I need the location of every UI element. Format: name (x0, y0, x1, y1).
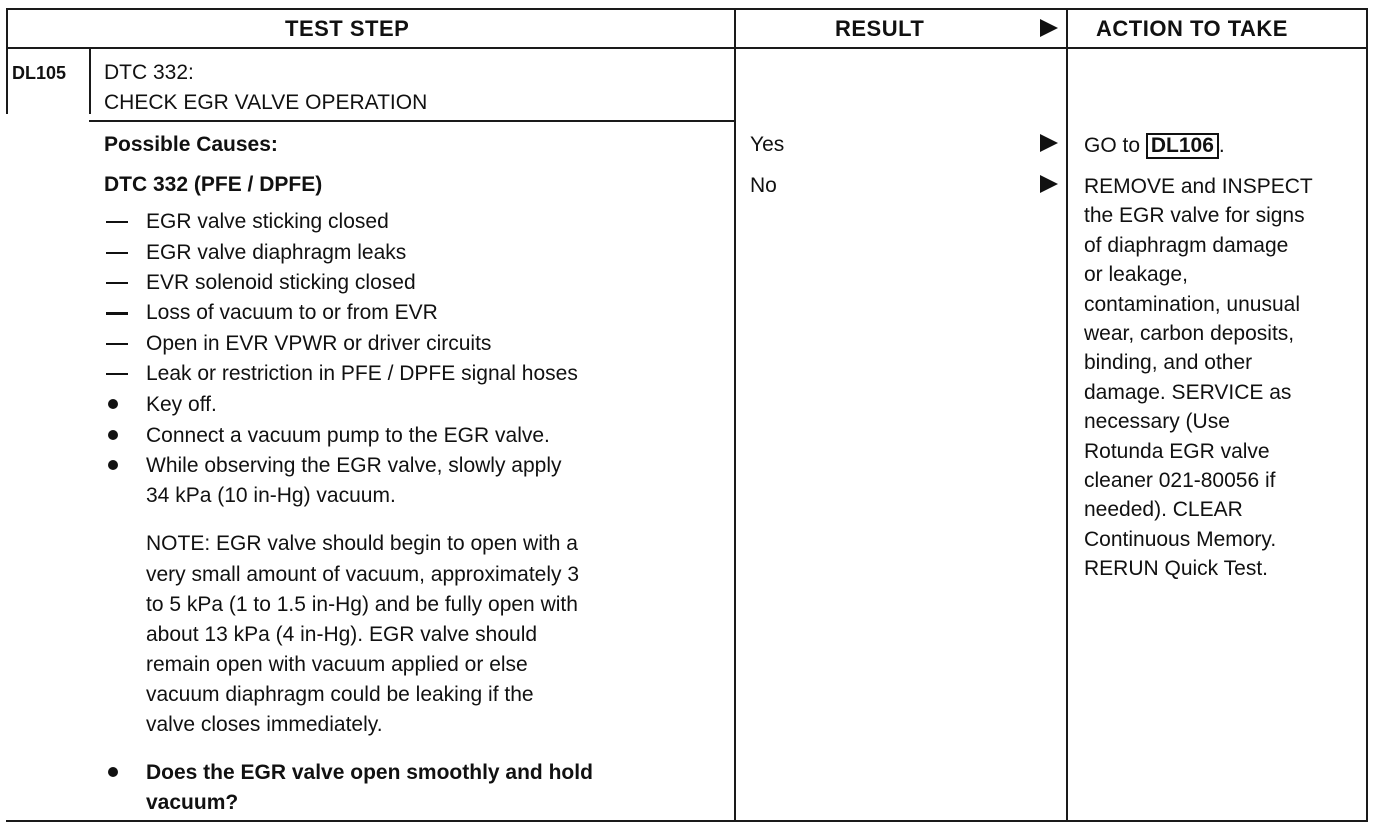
step-title-line1: DTC 332: (104, 61, 194, 84)
action-no-line: damage. SERVICE as (1084, 380, 1292, 404)
action-no-line: binding, and other (1084, 351, 1253, 375)
step-title-line2: CHECK EGR VALVE OPERATION (104, 91, 428, 114)
result-yes: Yes (750, 133, 785, 156)
header-arrow-icon (1040, 19, 1058, 37)
action-yes-suffix: . (1218, 134, 1225, 157)
dash-icon (106, 252, 128, 254)
header-result: RESULT (835, 16, 925, 41)
cause-item: Loss of vacuum to or from EVR (146, 301, 438, 324)
result-no-arrow-icon (1040, 175, 1058, 193)
dash-icon (106, 373, 128, 375)
result-column-divider (734, 8, 736, 822)
causes-subheading: DTC 332 (PFE / DPFE) (104, 173, 323, 196)
action-no-line: RERUN Quick Test. (1084, 557, 1268, 581)
table-bottom-border (6, 820, 1368, 822)
header-test-step: TEST STEP (285, 16, 410, 41)
header-bottom-border (6, 47, 1368, 49)
action-no-block (1084, 172, 1368, 584)
action-no-line: contamination, unusual (1084, 292, 1300, 316)
action-no-line: cleaner 021-80056 if (1084, 469, 1276, 493)
note-line: about 13 kPa (4 in-Hg). EGR valve should (146, 623, 538, 646)
action-no-line: wear, carbon deposits, (1084, 322, 1295, 346)
cause-item: EGR valve sticking closed (146, 210, 389, 233)
cause-item: Open in EVR VPWR or driver circuits (146, 332, 492, 355)
action-no-line: or leakage, (1084, 263, 1188, 287)
dash-icon (106, 312, 128, 315)
dash-icon (106, 221, 128, 223)
note-line: valve closes immediately. (146, 713, 383, 736)
table-left-border (6, 8, 8, 114)
action-no-line: REMOVE and INSPECT (1084, 175, 1313, 198)
bullet-icon (108, 767, 118, 777)
note-line: NOTE: EGR valve should begin to open with a (146, 532, 578, 555)
table-top-border (6, 8, 1368, 10)
step-reference-link[interactable]: DL106 (1146, 133, 1219, 159)
step-id-divider (89, 47, 91, 114)
action-column-divider (1066, 8, 1068, 822)
action-yes (1084, 133, 1225, 159)
action-no-line: the EGR valve for signs (1084, 204, 1305, 228)
header-action: ACTION TO TAKE (1096, 16, 1288, 41)
step-id: DL105 (12, 63, 67, 83)
bullet-icon (108, 460, 118, 470)
result-yes-arrow-icon (1040, 134, 1058, 152)
bullet-icon (108, 399, 118, 409)
instruction-item: Connect a vacuum pump to the EGR valve. (146, 424, 550, 447)
action-no-line: necessary (Use (1084, 410, 1230, 434)
cause-item: Leak or restriction in PFE / DPFE signal hoses (146, 362, 578, 385)
action-no-line: Continuous Memory. (1084, 527, 1277, 551)
action-yes-prefix: GO to (1084, 134, 1141, 157)
bullet-icon (108, 430, 118, 440)
note-line: to 5 kPa (1 to 1.5 in-Hg) and be fully open with (146, 593, 578, 616)
question-line1: Does the EGR valve open smoothly and hold (146, 761, 593, 784)
step-title-divider (89, 120, 734, 122)
instruction-item-continued: 34 kPa (10 in-Hg) vacuum. (146, 484, 396, 507)
question-line2: vacuum? (146, 791, 239, 814)
dash-icon (106, 282, 128, 284)
note-line: vacuum diaphragm could be leaking if the (146, 683, 534, 706)
causes-heading: Possible Causes: (104, 133, 278, 156)
cause-item: EGR valve diaphragm leaks (146, 241, 407, 264)
cause-item: EVR solenoid sticking closed (146, 271, 416, 294)
instruction-item: Key off. (146, 393, 217, 416)
note-line: very small amount of vacuum, approximately 3 (146, 563, 580, 586)
action-no-line: Rotunda EGR valve (1084, 439, 1270, 463)
dash-icon (106, 343, 128, 345)
action-no-line: needed). CLEAR (1084, 498, 1243, 522)
note-line: remain open with vacuum applied or else (146, 653, 528, 676)
instruction-item: While observing the EGR valve, slowly apply (146, 454, 562, 477)
result-no: No (750, 174, 777, 197)
action-no-line: of diaphragm damage (1084, 233, 1289, 257)
